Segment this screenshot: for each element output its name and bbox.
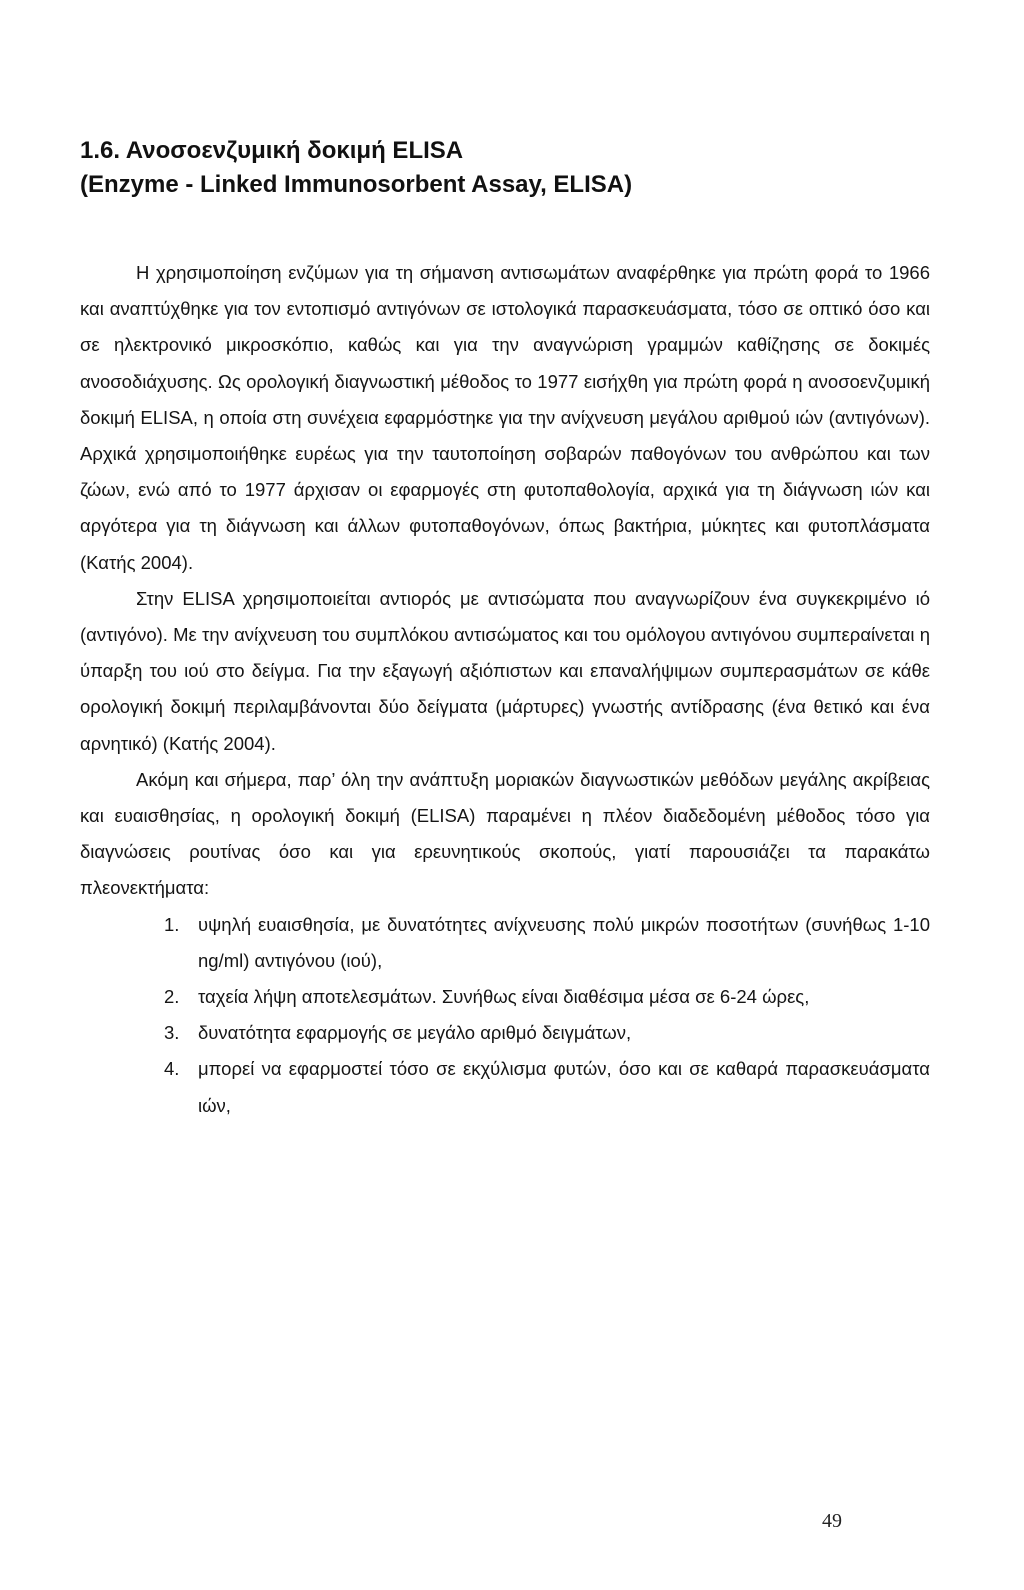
list-item <box>80 907 930 979</box>
list-item-text: μπορεί να εφαρμοστεί τόσο σε εκχύλισμα φυτών, όσο και σε καθαρά παρασκευάσματα ιών, <box>198 1058 930 1116</box>
list-item-number: 1. <box>164 913 180 935</box>
list-item-text: υψηλή ευαισθησία, με δυνατότητες ανίχνευσης πολύ μικρών ποσοτήτων (συνήθως 1-10 ng/ml) αντιγόνου (ιού), <box>198 913 930 971</box>
heading-line-2: (Enzyme - Linked Immunosorbent Assay, ELISA) <box>80 171 633 198</box>
paragraph-1: Η χρησιμοποίηση ενζύμων για τη σήμανση αντισωμάτων αναφέρθηκε για πρώτη φορά το 1966 και αναπτύχθηκε για τον εντοπισμό αντιγόνων σε ιστολογικά παρασκευάσματα, τόσο σε οπτικό όσο και σε ηλεκτρονικό μικροσκόπιο, καθώς και για την αναγνώριση γραμμών καθίζησης σε δοκιμές ανοσοδιάχυσης. Ως ορολογική διαγνωστική μέθοδος το 1977 εισήχθη για πρώτη φορά η ανοσοενζυμική δοκιμή ELISA, η οποία στη συνέχεια εφαρμόστηκε για την ανίχνευση μεγάλου αριθμού ιών (αντιγόνων). Αρχικά χρησιμοποιήθηκε ευρέως για την ταυτοποίηση σοβαρών παθογόνων του ανθρώπου και των ζώων, ενώ από το 1977 άρχισαν οι εφαρμογές στη φυτοπαθολογία, αρχικά για τη διάγνωση ιών και αργότερα για τη διάγνωση και άλλων φυτοπαθογόνων, όπως βακτήρια, μύκητες και φυτοπλάσματα (Κατής 2004). <box>80 262 930 573</box>
heading-line-1: 1.6. Ανοσοενζυμική δοκιμή ELISA <box>80 137 464 164</box>
page-number: 49 <box>822 1510 842 1532</box>
list-item <box>80 979 930 1015</box>
list-item-number: 2. <box>164 986 180 1008</box>
list-item-number: 4. <box>164 1058 180 1080</box>
section-heading <box>80 134 940 202</box>
advantages-list <box>80 907 930 1124</box>
paragraph-3: Ακόμη και σήμερα, παρ’ όλη την ανάπτυξη μοριακών διαγνωστικών μεθόδων μεγάλης ακρίβειας και ευαισθησίας, η ορολογική δοκιμή (ELISA) παραμένει η πλέον διαδεδομένη μέθοδος τόσο για διαγνώσεις ρουτίνας όσο και για ερευνητικούς σκοπούς, γιατί παρουσιάζει τα παρακάτω πλεονεκτήματα: <box>80 768 930 899</box>
list-item <box>80 1015 930 1051</box>
list-item-text: δυνατότητα εφαρμογής σε μεγάλο αριθμό δειγμάτων, <box>198 1022 632 1044</box>
paragraph-2: Στην ELISA χρησιμοποιείται αντιορός με αντισώματα που αναγνωρίζουν ένα συγκεκριμένο ιό (αντιγόνο). Με την ανίχνευση του συμπλόκου αντισώματος και του ομόλογου αντιγόνου συμπεραίνεται η ύπαρξη του ιού στο δείγμα. Για την εξαγωγή αξιόπιστων και επαναλήψιμων συμπερασμάτων σε κάθε ορολογική δοκιμή περιλαμβάνονται δύο δείγματα (μάρτυρες) γνωστής αντίδρασης (ένα θετικό και ένα αρνητικό) (Κατής 2004). <box>80 587 930 754</box>
list-item <box>80 1051 930 1123</box>
list-item-text: ταχεία λήψη αποτελεσμάτων. Συνήθως είναι διαθέσιμα μέσα σε 6-24 ώρες, <box>198 986 810 1008</box>
body-text <box>80 255 930 1124</box>
list-item-number: 3. <box>164 1022 180 1044</box>
